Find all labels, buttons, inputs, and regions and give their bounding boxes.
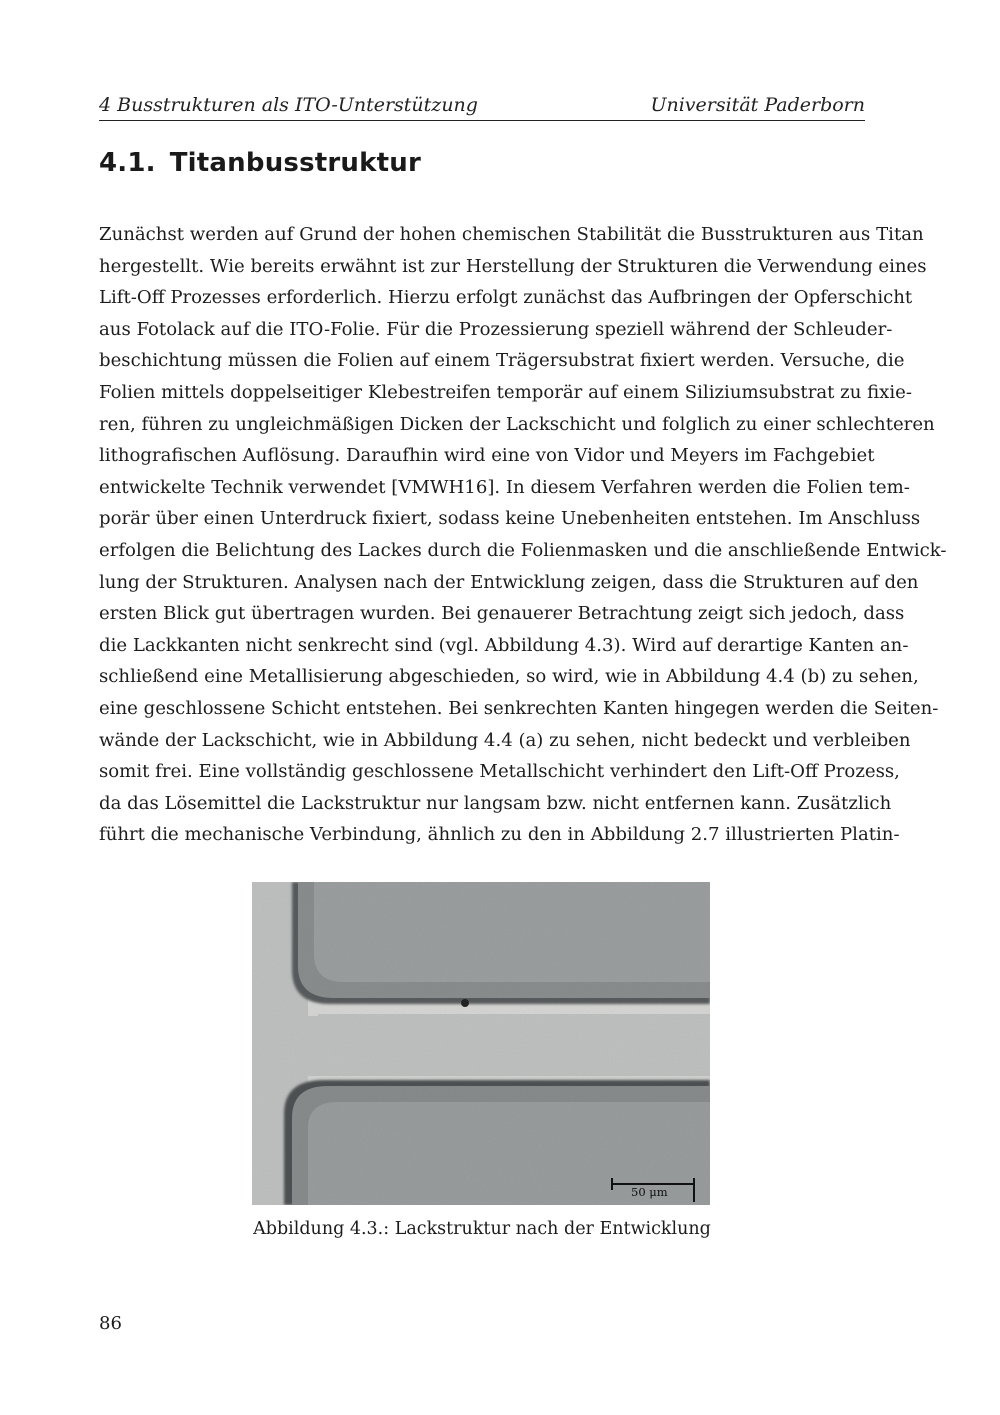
running-header-chapter: 4 Busstrukturen als ITO-Unterstützung xyxy=(99,94,478,116)
paragraph-line: führt die mechanische Verbindung, ähnlich zu den in Abbildung 2.7 illustrierten Platin- xyxy=(99,824,900,846)
paragraph-line: die Lackkanten nicht senkrecht sind (vgl. Abbildung 4.3). Wird auf derartige Kanten an- xyxy=(99,634,909,656)
paragraph-line: porär über einen Unterdruck fixiert, sodass keine Unebenheiten entstehen. Im Anschluss xyxy=(99,508,921,530)
paragraph-line: eine geschlossene Schicht entstehen. Bei senkrechten Kanten hingegen werden die Seiten- xyxy=(99,697,939,719)
running-header xyxy=(99,92,865,121)
running-header-institution: Universität Paderborn xyxy=(650,94,865,116)
paragraph-line: lithografischen Auflösung. Daraufhin wird eine von Vidor und Meyers im Fachgebiet xyxy=(99,445,875,467)
paragraph-line: lung der Strukturen. Analysen nach der Entwicklung zeigen, dass die Strukturen auf den xyxy=(99,571,919,593)
section-heading xyxy=(99,148,421,178)
section-number: 4.1. xyxy=(99,148,156,178)
paragraph-line: wände der Lackschicht, wie in Abbildung 4.4 (a) zu sehen, nicht bedeckt und verbleiben xyxy=(99,729,911,751)
body-paragraph xyxy=(99,219,947,851)
paragraph-line: somit frei. Eine vollständig geschlossene Metallschicht verhindert den Lift-Off Prozess, xyxy=(99,761,900,783)
paragraph-line: schließend eine Metallisierung abgeschieden, so wird, wie in Abbildung 4.4 (b) zu sehen, xyxy=(99,666,919,688)
paragraph-line: Folien mittels doppelseitiger Klebestreifen temporär auf einem Siliziumsubstrat zu fixie- xyxy=(99,381,912,403)
scale-bar-label: 50 μm xyxy=(631,1185,668,1199)
section-title: Titanbusstruktur xyxy=(169,148,421,178)
paragraph-line: entwickelte Technik verwendet [VMWH16]. In diesem Verfahren werden die Folien tem- xyxy=(99,476,910,498)
paragraph-line: hergestellt. Wie bereits erwähnt ist zur Herstellung der Strukturen die Verwendung eines xyxy=(99,255,927,277)
paragraph-line: beschichtung müssen die Folien auf einem Trägersubstrat fixiert werden. Versuche, die xyxy=(99,350,905,372)
micrograph-figure xyxy=(252,882,710,1205)
paragraph-line: ersten Blick gut übertragen wurden. Bei genauerer Betrachtung zeigt sich jedoch, dass xyxy=(99,603,905,625)
paragraph-line: Zunächst werden auf Grund der hohen chemischen Stabilität die Busstrukturen aus Titan xyxy=(99,224,924,245)
figure-caption: Abbildung 4.3.: Lackstruktur nach der Entwicklung xyxy=(253,1219,711,1239)
micrograph-image xyxy=(252,882,710,1205)
page-number: 86 xyxy=(99,1313,122,1334)
paragraph-line: da das Lösemittel die Lackstruktur nur langsam bzw. nicht entfernen kann. Zusätzlich xyxy=(99,792,892,814)
paragraph-line: erfolgen die Belichtung des Lackes durch die Folienmasken und die anschließende Entwick- xyxy=(99,539,947,561)
paragraph-line: aus Fotolack auf die ITO-Folie. Für die Prozessierung speziell während der Schleuder- xyxy=(99,318,893,340)
paragraph-line: Lift-Off Prozesses erforderlich. Hierzu erfolgt zunächst das Aufbringen der Opferschicht xyxy=(99,287,913,309)
paragraph-line: ren, führen zu ungleichmäßigen Dicken der Lackschicht und folglich zu einer schlechteren xyxy=(99,413,935,435)
